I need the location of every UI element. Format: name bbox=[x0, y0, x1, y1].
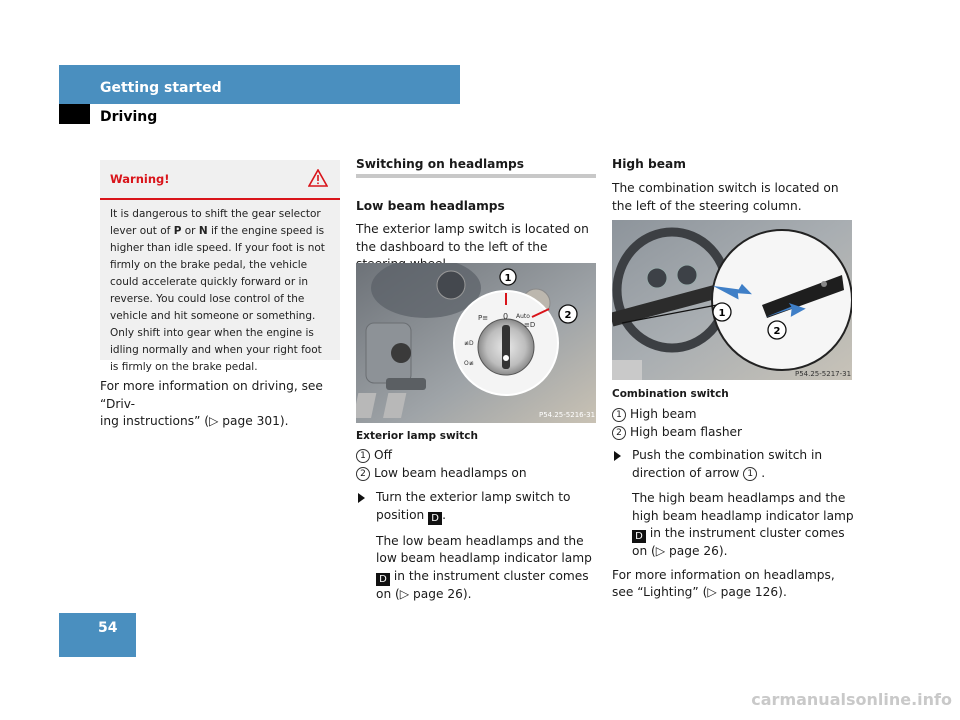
combi-figure-caption: Combination switch bbox=[612, 388, 729, 400]
lamp-legend bbox=[356, 447, 601, 482]
svg-text:P≡: P≡ bbox=[478, 314, 489, 322]
combination-switch-figure bbox=[612, 220, 852, 380]
bullet-arrow-icon bbox=[358, 493, 365, 503]
gear-p: P bbox=[173, 225, 182, 237]
combi-legend bbox=[612, 406, 857, 441]
page-number: 54 bbox=[98, 620, 118, 636]
low-beam-symbol-icon: D bbox=[428, 512, 442, 525]
bullet-arrow-icon bbox=[614, 451, 621, 461]
high-beam-intro: The combination switch is located on the left of the steering column. bbox=[612, 181, 839, 213]
svg-text:≢D: ≢D bbox=[464, 340, 474, 347]
headlamps-section-title: Switching on headlamps bbox=[356, 157, 525, 171]
low-beam-intro: The exterior lamp switch is located on the dashboard to the left of the bbox=[356, 222, 589, 254]
instruction-step: Push the combination switch in direction of arrow 1 . bbox=[612, 447, 857, 482]
instruction-result: The low beam headlamps and the low beam headlamp indicator lamp D in the instrument cluster comes on (▷ page 26). bbox=[376, 533, 592, 601]
section-rule bbox=[356, 174, 596, 178]
warning-triangle-icon bbox=[308, 169, 328, 187]
watermark: carmanualsonline.info bbox=[751, 690, 952, 709]
more-info-headlamps: For more information on headlamps, see “Lighting” (▷ page 126). bbox=[612, 567, 835, 599]
more-info-driving-1: For more information on driving, see “Driv- bbox=[100, 379, 323, 411]
instruction-result: The high beam headlamps and the high beam headlamp indicator lamp D in the instrument cluster comes on (▷ page 26). bbox=[632, 491, 854, 558]
left-column bbox=[100, 378, 345, 431]
warning-box bbox=[100, 160, 340, 373]
gear-n: N bbox=[198, 225, 208, 237]
combi-figure-code: P54.25-5217-31 bbox=[795, 370, 852, 378]
legend-item: 2 Low beam headlamps on bbox=[356, 465, 601, 483]
svg-text:≡D: ≡D bbox=[524, 321, 536, 329]
warning-body: It is dangerous to shift the gear selector lever out of P or N if the engine speed is higher than idle speed. If your foot is not firmly on the brake pedal, the vehicle could accelerate quickly forward or in reverse. You could lose control of the vehicle and hit someone or something. Only shift into gear when the engine is idling normally and when your right foot is firmly on the brake pedal. bbox=[110, 208, 325, 373]
instruction-step: Turn the exterior lamp switch to position D . bbox=[356, 489, 601, 525]
legend-item: 1 High beam bbox=[612, 406, 857, 424]
combi-instructions bbox=[612, 447, 857, 602]
high-beam-title: High beam bbox=[612, 157, 686, 171]
warning-header bbox=[100, 160, 340, 200]
high-beam-indicator-icon: D bbox=[632, 530, 646, 543]
lamp-figure-caption: Exterior lamp switch bbox=[356, 430, 478, 442]
svg-text:0: 0 bbox=[503, 312, 509, 321]
lamp-figure-code: P54.25-5216-31 bbox=[539, 411, 596, 419]
low-beam-title: Low beam headlamps bbox=[356, 199, 505, 213]
section-title: Getting started bbox=[100, 80, 222, 96]
low-beam-indicator-icon: D bbox=[376, 573, 390, 586]
lamp-figure-marker-1: 1 bbox=[504, 273, 512, 284]
exterior-lamp-switch-figure bbox=[356, 263, 596, 423]
combi-figure-marker-1: 1 bbox=[718, 308, 726, 319]
more-info-driving-2: ing instructions” (▷ page 301). bbox=[100, 414, 289, 428]
lamp-instructions bbox=[356, 489, 601, 603]
warning-title: Warning! bbox=[110, 172, 170, 186]
subsection-title: Driving bbox=[100, 109, 158, 125]
header-tab bbox=[59, 104, 90, 124]
legend-item: 2 High beam flasher bbox=[612, 424, 857, 442]
svg-text:O≢: O≢ bbox=[464, 360, 474, 367]
combi-figure-marker-2: 2 bbox=[773, 326, 781, 337]
lamp-figure-marker-2: 2 bbox=[564, 310, 572, 321]
legend-item: 1 Off bbox=[356, 447, 601, 465]
svg-text:Auto: Auto bbox=[516, 313, 530, 320]
